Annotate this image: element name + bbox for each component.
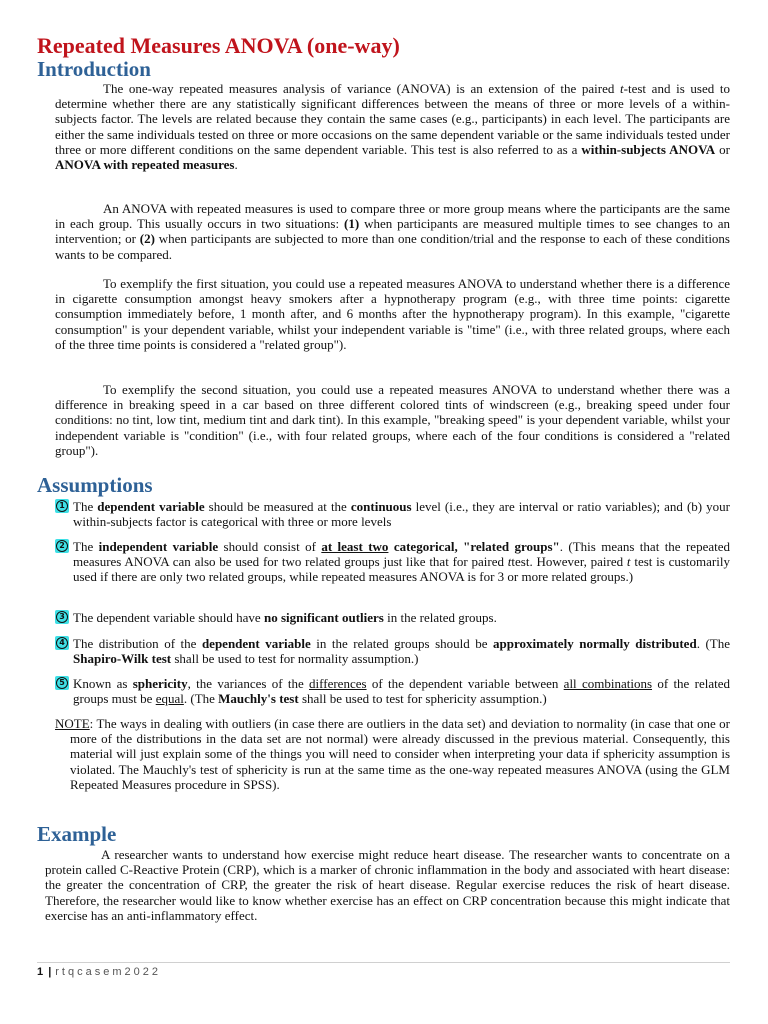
assumption-item-4: 4 The distribution of the dependent variable in the related groups should be approximately normally distributed. (The Shapiro-Wilk test shall be used to test for normality assumption.) <box>55 636 730 666</box>
number-4-icon: 4 <box>55 636 69 650</box>
intro-paragraph-1: The one-way repeated measures analysis of variance (ANOVA) is an extension of the paired t-test and is used to determine whether there are any statistically significant differences between the means of three or more levels of a within-subjects factor. The levels are related because they contain the same cases (e.g., participants) in each level. The participants are either the same individuals tested on three or more occasions on the same dependent variable or the same individuals tested under three or more different conditions on the same dependent variable. This test is also referred to as a within-subjects ANOVA or ANOVA with repeated measures. <box>55 81 730 173</box>
assumption-item-5: 5 Known as sphericity, the variances of the differences of the dependent variable between all combinations of the related groups must be equal. (The Mauchly's test shall be used to test for sphericity assumption.) <box>55 676 730 706</box>
intro-paragraph-2: An ANOVA with repeated measures is used to compare three or more group means where the participants are the same in each group. This usually occurs in two situations: (1) when participants are measured multiple times to see changes to an intervention; or (2) when participants are subjected to more than one condition/trial and the response to each of these conditions wants to be compared. <box>55 201 730 262</box>
footer-author: rtqcasem2022 <box>55 966 161 978</box>
page-number: 1 <box>37 966 44 978</box>
example-paragraph-1: A researcher wants to understand how exercise might reduce heart disease. The researcher wants to concentrate on a protein called C-Reactive Protein (CRP), which is a marker of chronic inflammation in the body and associated with heart disease: the greater the concentration of CRP, the greater the risk of heart disease. Regular exercise reduces the risk of heart disease. Therefore, the researcher would like to know whether exercise has an effect on CRP concentration because this might indicate that exercise has an anti-inflammatory effect. <box>45 847 730 923</box>
number-1-icon: 1 <box>55 499 69 513</box>
intro-paragraph-4: To exemplify the second situation, you could use a repeated measures ANOVA to understand whether there was a difference in breaking speed in a car based on three different colored tints of windscreen (e.g., breaking speed under four conditions: no tint, low tint, medium tint and dark tint). In this example, "breaking speed" is your dependent variable, whilst your independent variable is "condition" (i.e., with four related groups, where each of the four conditions is considered a "related group"). <box>55 382 730 458</box>
introduction-heading: Introduction <box>37 57 151 81</box>
number-3-icon: 3 <box>55 610 69 624</box>
number-5-icon: 5 <box>55 676 69 690</box>
assumption-item-2: 2 The independent variable should consist of at least two categorical, "related groups". (This means that the repeated measures ANOVA can also be used for two related groups just like that for paired ttest. However, paired t test is customarily used if there are only two related groups, while repeated measures ANOVA is for 3 or more related groups.) <box>55 539 730 585</box>
assumptions-heading: Assumptions <box>37 473 153 497</box>
page-footer <box>37 966 161 978</box>
assumptions-note: NOTE: The ways in dealing with outliers (in case there are outliers in the data set) and deviation to normality (in case that one or more of the distributions in the data set are not normal) were already discussed in the previous material. Consequently, this material will just explain some of the things you will need to consider when interpreting your data if sphericity assumption is violated. The Mauchly's test of sphericity is run at the same time as the one-way repeated measures ANOVA (using the GLM Repeated Measures procedure in SPSS). <box>55 716 730 792</box>
footer-separator: | <box>48 966 52 978</box>
assumption-item-1: 1 The dependent variable should be measured at the continuous level (i.e., they are interval or ratio variables); and (b) your within-subjects factor is categorical with three or more levels <box>55 499 730 529</box>
footer-divider <box>37 962 730 963</box>
example-heading: Example <box>37 822 117 846</box>
number-2-icon: 2 <box>55 539 69 553</box>
assumption-item-3: 3 The dependent variable should have no significant outliers in the related groups. <box>55 610 730 625</box>
document-title: Repeated Measures ANOVA (one-way) <box>37 33 400 58</box>
intro-paragraph-3: To exemplify the first situation, you could use a repeated measures ANOVA to understand whether there is a difference in cigarette consumption amongst heavy smokers after a hypnotherapy program (e.g., with three time points: cigarette consumption immediately before, 1 month after, and 6 months after the hypnotherapy program). In this example, "cigarette consumption" is your dependent variable, whilst your independent variable is "time" (i.e., with three related groups, where each of the three time points is considered a "related group"). <box>55 276 730 352</box>
